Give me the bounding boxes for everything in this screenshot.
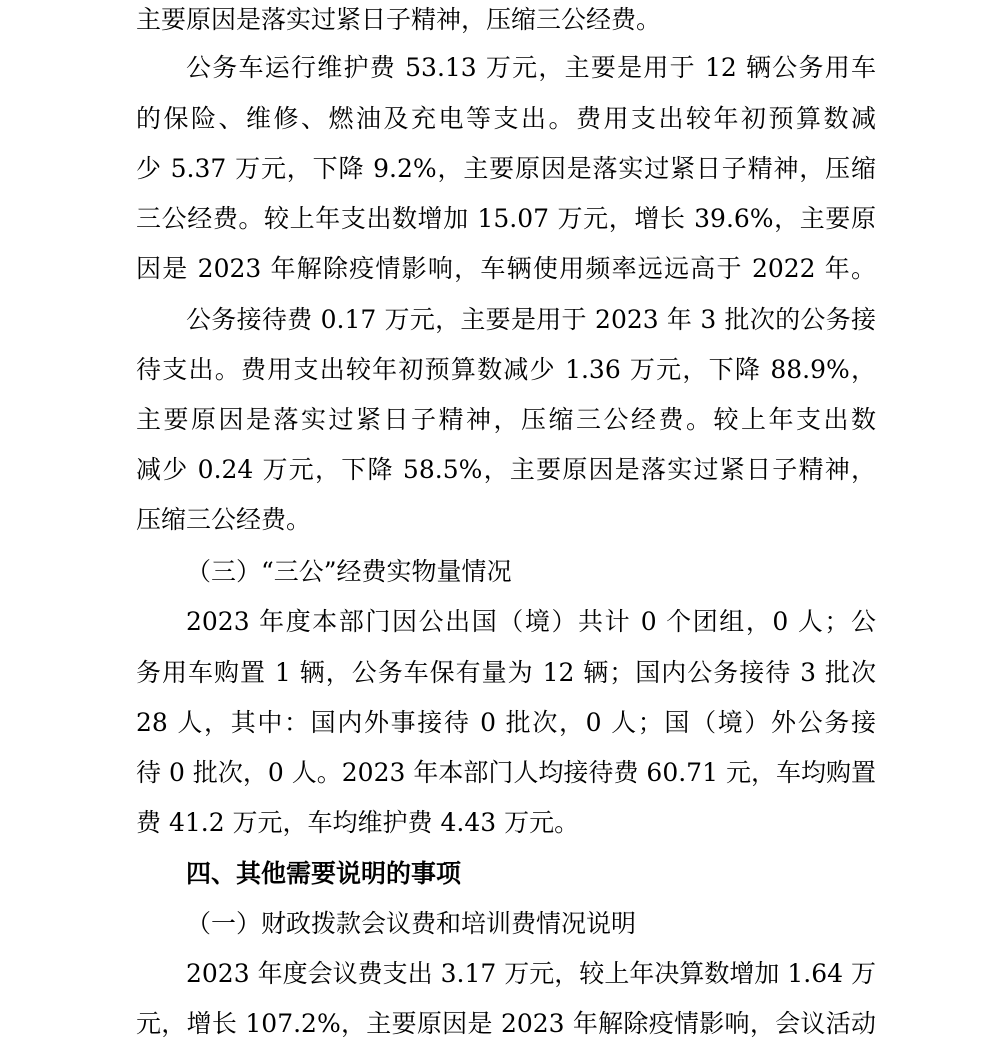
chapter-heading: 四、其他需要说明的事项	[186, 859, 462, 888]
section-heading: （一）财政拨款会议费和培训费情况说明	[186, 909, 637, 938]
paragraph-line: 三公经费。较上年支出数增加 15.07 万元，增长 39.6%，主要原	[136, 204, 876, 233]
paragraph-line: 少 5.37 万元，下降 9.2%，主要原因是落实过紧日子精神，压缩	[136, 154, 876, 183]
paragraph-line: 减少 0.24 万元，下降 58.5%，主要原因是落实过紧日子精神，	[136, 455, 876, 484]
paragraph-line: 因是 2023 年解除疫情影响，车辆使用频率远远高于 2022 年。	[136, 254, 876, 283]
paragraph-line: 费 41.2 万元，车均维护费 4.43 万元。	[136, 808, 580, 837]
paragraph-line: 待 0 批次，0 人。2023 年本部门人均接待费 60.71 元，车均购置	[136, 758, 876, 787]
paragraph-line: 压缩三公经费。	[136, 505, 312, 534]
section-heading: （三）“三公”经费实物量情况	[186, 557, 512, 586]
paragraph-line: 的保险、维修、燃油及充电等支出。费用支出较年初预算数减	[136, 104, 876, 133]
paragraph-line: 主要原因是落实过紧日子精神，压缩三公经费。较上年支出数	[136, 405, 876, 434]
paragraph-line: 2023 年度会议费支出 3.17 万元，较上年决算数增加 1.64 万	[186, 959, 876, 988]
paragraph-line: 务用车购置 1 辆，公务车保有量为 12 辆；国内公务接待 3 批次	[136, 658, 876, 687]
paragraph-line: 2023 年度本部门因公出国（境）共计 0 个团组，0 人；公	[186, 607, 876, 636]
paragraph-line: 元，增长 107.2%，主要原因是 2023 年解除疫情影响，会议活动	[136, 1009, 876, 1038]
paragraph-line: 主要原因是落实过紧日子精神，压缩三公经费。	[136, 5, 662, 34]
paragraph-line: 公务车运行维护费 53.13 万元，主要是用于 12 辆公务用车	[186, 53, 876, 82]
paragraph-line: 待支出。费用支出较年初预算数减少 1.36 万元，下降 88.9%，	[136, 355, 876, 384]
paragraph-line: 公务接待费 0.17 万元，主要是用于 2023 年 3 批次的公务接	[186, 305, 876, 334]
paragraph-line: 28 人，其中：国内外事接待 0 批次，0 人；国（境）外公务接	[136, 708, 876, 737]
